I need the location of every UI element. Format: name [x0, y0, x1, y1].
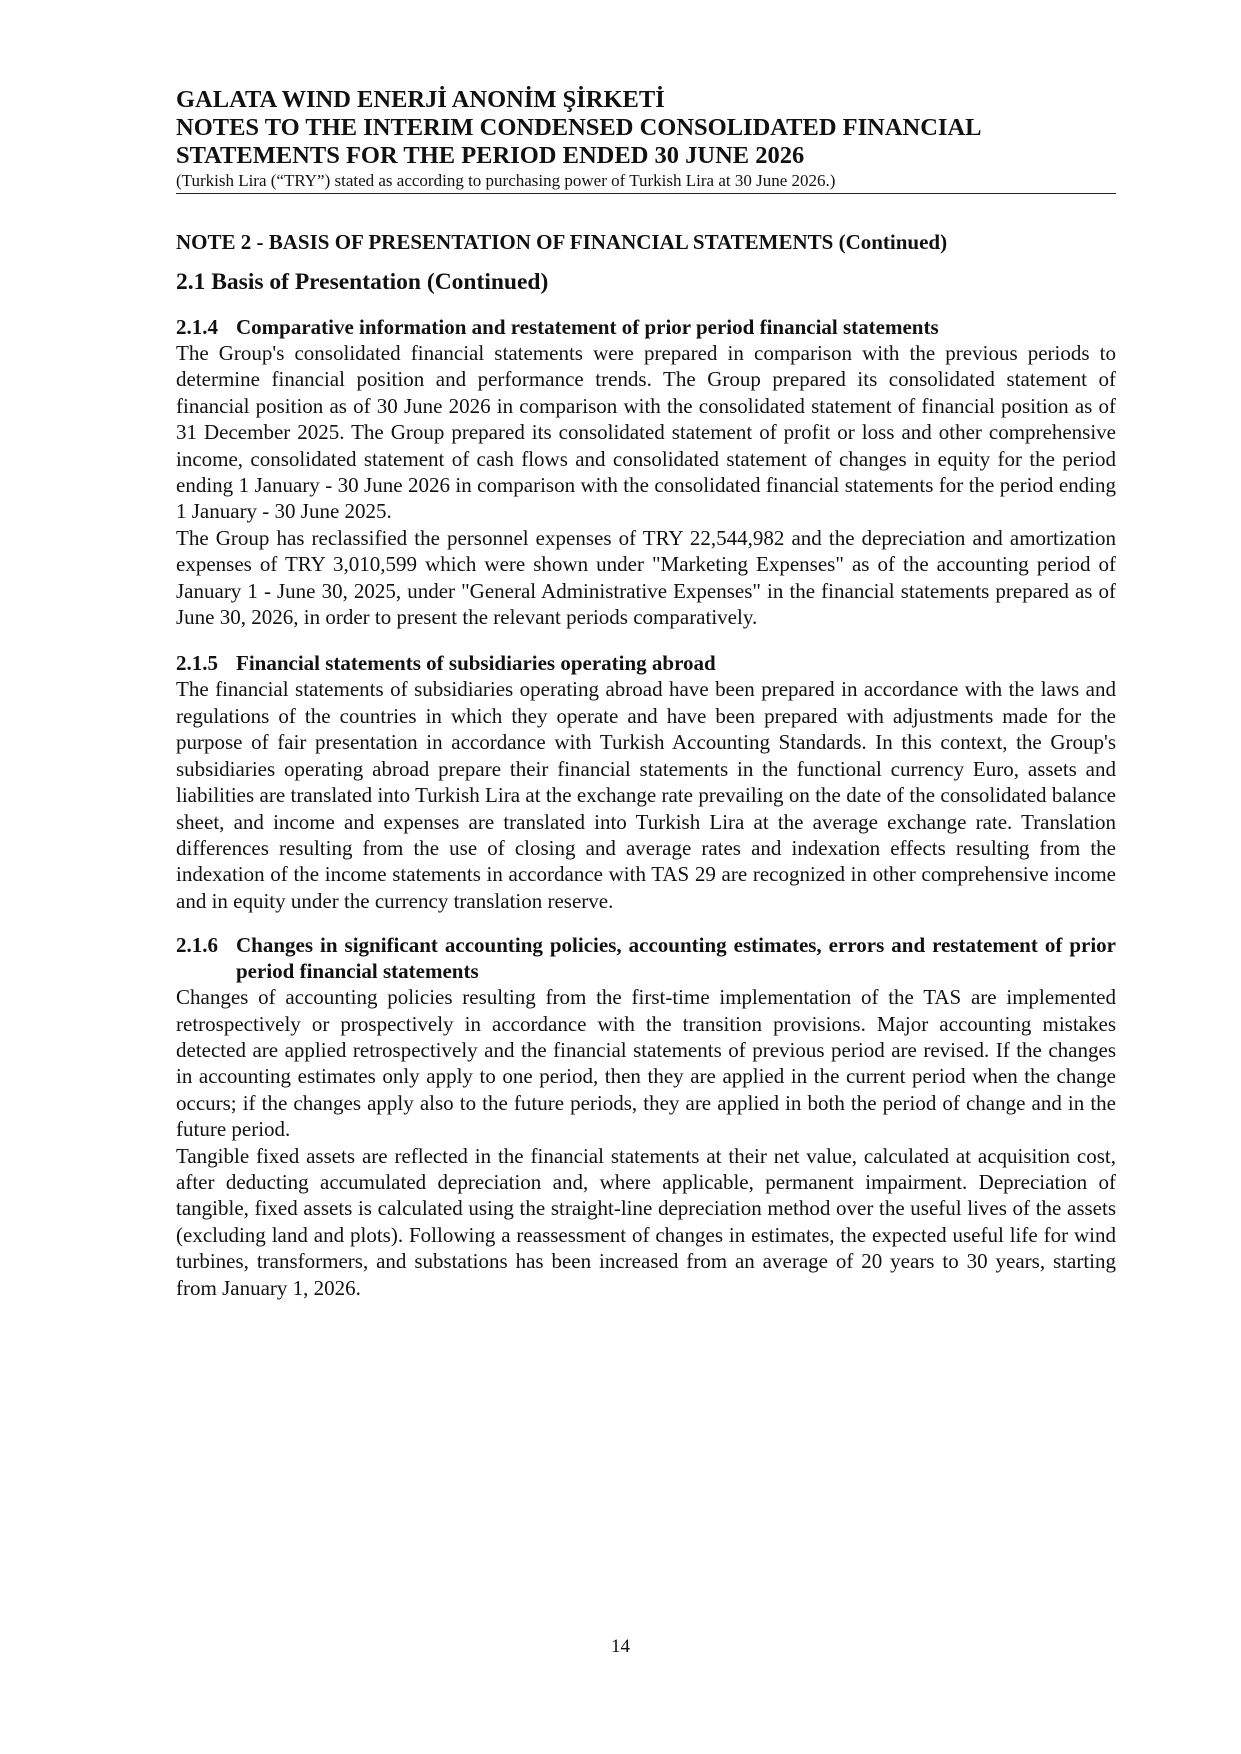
paragraph-tangible-assets: Tangible fixed assets are reflected in the financial statements at their net value, calculated at acquisition cost, after deducting accumulated depreciation and, where applicable, permanent impairment. Depreciation of tangible, fixed assets is calculated using the straight-line depreciation method over the useful lives of the assets (excluding land and plots). Following a reassessment of changes in estimates, the expected useful life for wind turbines, transformers, and substations has been increased from an average of 20 years to 30 years, starting from January 1, 2026.	[176, 1143, 1116, 1300]
page-number: 14	[611, 1636, 630, 1657]
document-title-line-2: STATEMENTS FOR THE PERIOD ENDED 30 JUNE 2026	[176, 142, 805, 169]
subsection-title: Comparative information and restatement of prior period financial statements	[236, 315, 939, 339]
paragraph-comparative-info: The Group's consolidated financial statements were prepared in comparison with the previous periods to determine financial position and performance trends. The Group prepared its consolidated statement of financial position as of 30 June 2026 in comparison with the consolidated statement of financial position as of 31 December 2025. The Group prepared its consolidated statement of profit or loss and other comprehensive income, consolidated statement of cash flows and consolidated statement of changes in equity for the period ending 1 January - 30 June 2026 in comparison with the consolidated financial statements for the period ending 1 January - 30 June 2025.	[176, 341, 1116, 524]
subsection-number: 2.1.5	[176, 651, 218, 676]
company-name: GALATA WIND ENERJİ ANONİM ŞİRKETİ	[176, 86, 665, 113]
document-page	[176, 86, 1116, 1301]
subsection-number: 2.1.6	[176, 933, 218, 958]
paragraph-subsidiaries-abroad: The financial statements of subsidiaries operating abroad have been prepared in accordance with the laws and regulations of the countries in which they operate and have been prepared with adjustments made for the purpose of fair presentation in accordance with Turkish Accounting Standards. In this context, the Group's subsidiaries operating abroad prepare their financial statements in the functional currency Euro, assets and liabilities are translated into Turkish Lira at the exchange rate prevailing on the date of the consolidated balance sheet, and income and expenses are translated into Turkish Lira at the average exchange rate. Translation differences resulting from the use of closing and average rates and indexation effects resulting from the indexation of the income statements in accordance with TAS 29 are recognized in other comprehensive income and in equity under the currency translation reserve.	[176, 677, 1116, 913]
subsection-heading-2-1-5	[176, 650, 1116, 676]
subsection-heading-2-1-6	[176, 932, 1116, 984]
subsection-title: Financial statements of subsidiaries operating abroad	[236, 651, 716, 676]
subsection-heading-2-1-4	[176, 314, 1116, 340]
subsection-number: 2.1.4	[176, 315, 218, 339]
document-subtitle: (Turkish Lira (“TRY”) stated as according to purchasing power of Turkish Lira at 30 June 2026.)	[176, 170, 1116, 194]
paragraph-reclassification: The Group has reclassified the personnel expenses of TRY 22,544,982 and the depreciation and amortization expenses of TRY 3,010,599 which were shown under "Marketing Expenses" as of the accounting period of January 1 - June 30, 2025, under "General Administrative Expenses" in the financial statements prepared as of June 30, 2026, in order to present the relevant periods comparatively.	[176, 525, 1116, 630]
section-heading: 2.1 Basis of Presentation (Continued)	[176, 269, 549, 295]
subsection-title: Changes in significant accounting policies, accounting estimates, errors and restatement of prior period financial statements	[236, 933, 1116, 984]
document-title-line-1: NOTES TO THE INTERIM CONDENSED CONSOLIDATED FINANCIAL	[176, 114, 982, 141]
document-header	[176, 86, 1116, 194]
paragraph-policy-changes: Changes of accounting policies resulting from the first-time implementation of the TAS are implemented retrospectively or prospectively in accordance with the transition provisions. Major accounting mistakes detected are applied retrospectively and the financial statements of previous period are revised. If the changes in accounting estimates only apply to one period, then they are applied in the current period when the change occurs; if the changes apply also to the future periods, they are applied in both the period of change and in the future period.	[176, 985, 1116, 1142]
note-heading: NOTE 2 - BASIS OF PRESENTATION OF FINANCIAL STATEMENTS (Continued)	[176, 230, 948, 254]
